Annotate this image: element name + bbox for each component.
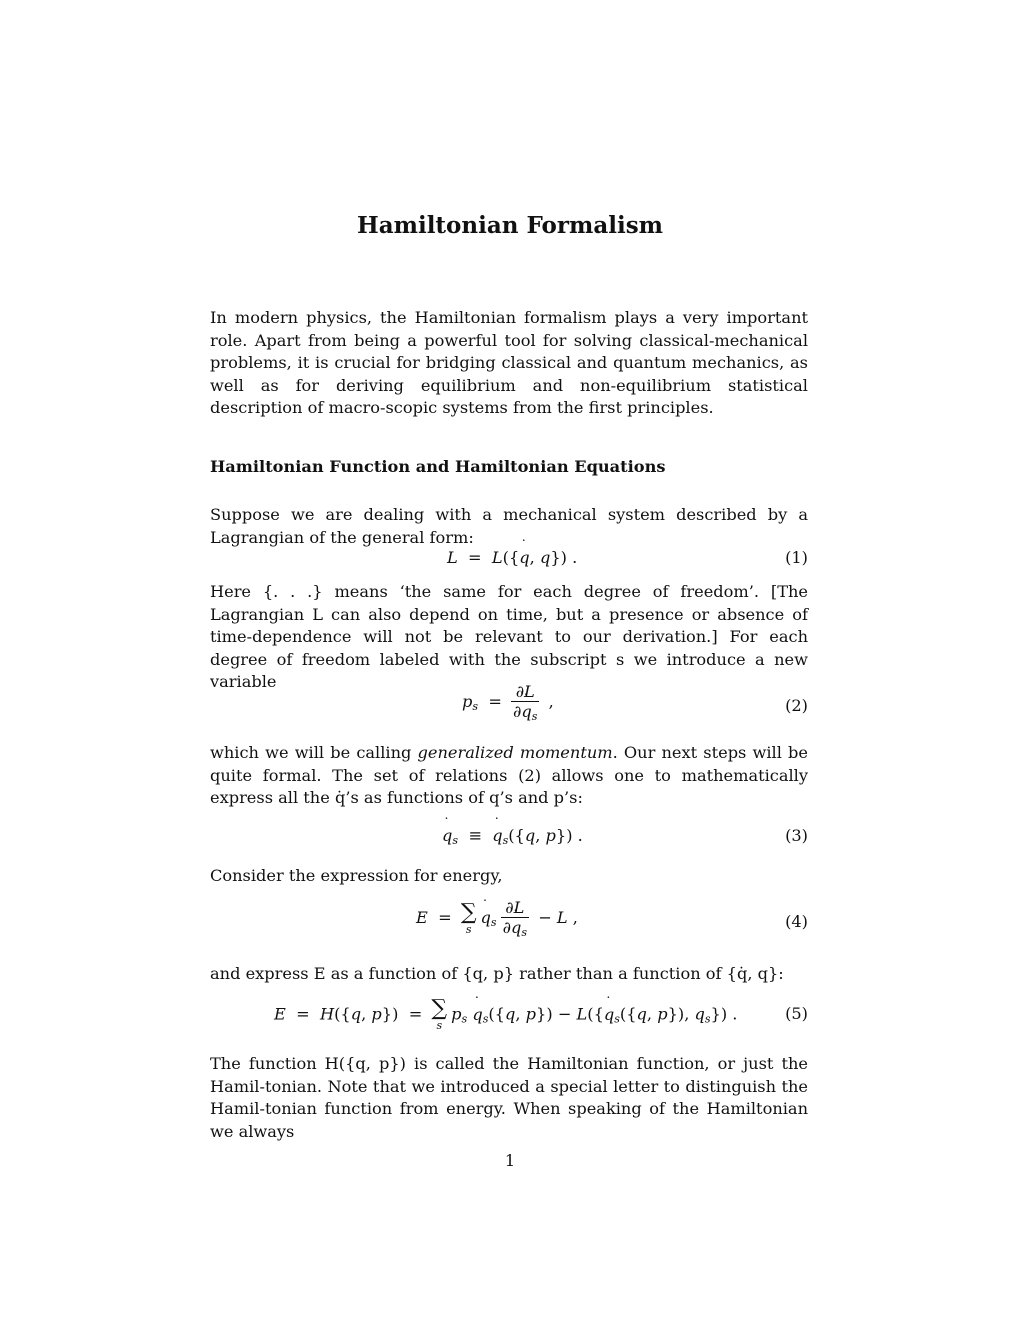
- equation-5-number: (5): [785, 1004, 808, 1023]
- paragraph-1-text: Suppose we are dealing with a mechanical system described by a Lagrangian of the general form:: [210, 505, 808, 547]
- paragraph-4: [210, 865, 808, 888]
- equation-5-math: E = H({q, p}) = ∑ s ps q ˙s({q, p}) − L({q ˙s({q, p}), qs}) .: [274, 998, 737, 1032]
- page-number: 1: [504, 1151, 516, 1170]
- paragraph-5: [210, 963, 808, 986]
- equation-3: [210, 826, 808, 866]
- equation-5: [210, 998, 808, 1046]
- paragraph-2: [210, 581, 808, 694]
- paragraph-1: [210, 504, 808, 549]
- paragraph-3-after: . Our next steps will be quite formal. The set of relations (2) allows one to mathematically express all the q̇’s as functions of q’s and p’s:: [210, 743, 809, 808]
- paragraph-3-text: [210, 742, 808, 810]
- section-heading: Hamiltonian Function and Hamiltonian Equations: [210, 457, 666, 476]
- paragraph-5-text: and express E as a function of {q, p} rather than a function of {q̇, q}:: [210, 964, 784, 983]
- equation-4-math: E = ∑ s q ˙s $\frac{\partial L}{\partial q ˙s}$ − L ,: [416, 898, 578, 939]
- intro-text: In modern physics, the Hamiltonian formalism plays a very important role. Apart from being a powerful tool for solving classical-mechanical problems, it is crucial for bridging classical and quantum mechanics, as well as for deriving equilibrium and non-equilibrium statistical description of macro-scopic systems from the first principles.: [210, 308, 808, 418]
- equation-4-number: (4): [785, 912, 808, 931]
- equation-2-number: (2): [785, 696, 808, 715]
- equation-1-math: L = L({q ˙, q}) .: [447, 548, 577, 567]
- equation-2-math: ps = $\frac{\partial L}{\partial q ˙s}$ ,: [462, 682, 554, 723]
- paragraph-6-text: The function H({q, p}) is called the Hamiltonian function, or just the Hamil-tonian. Note that we introduced a special letter to distinguish the Hamil-tonian function from energy. When speaking of the Hamiltonian we always: [210, 1054, 808, 1141]
- equation-3-math: q ˙s ≡ q ˙s({q, p}) .: [442, 826, 583, 847]
- paragraph-4-text: Consider the expression for energy,: [210, 866, 503, 885]
- page-title: Hamiltonian Formalism: [356, 212, 664, 239]
- paragraph-3-before: which we will be calling: [210, 743, 418, 762]
- equation-1-number: (1): [785, 548, 808, 567]
- paragraph-2-text: Here {. . .} means ‘the same for each degree of freedom’. [The Lagrangian L can also depend on time, but a presence or absence of time-dependence will not be relevant to our derivation.] For each degree of freedom labeled with the subscript s we introduce a new variable: [210, 582, 808, 692]
- paragraph-3-emphasis: generalized momentum: [417, 743, 613, 762]
- equation-2: [210, 682, 808, 732]
- intro-paragraph: [210, 307, 808, 420]
- equation-4: [210, 898, 808, 952]
- paragraph-6: [210, 1053, 808, 1143]
- paragraph-3: [210, 742, 808, 810]
- equation-3-number: (3): [785, 826, 808, 845]
